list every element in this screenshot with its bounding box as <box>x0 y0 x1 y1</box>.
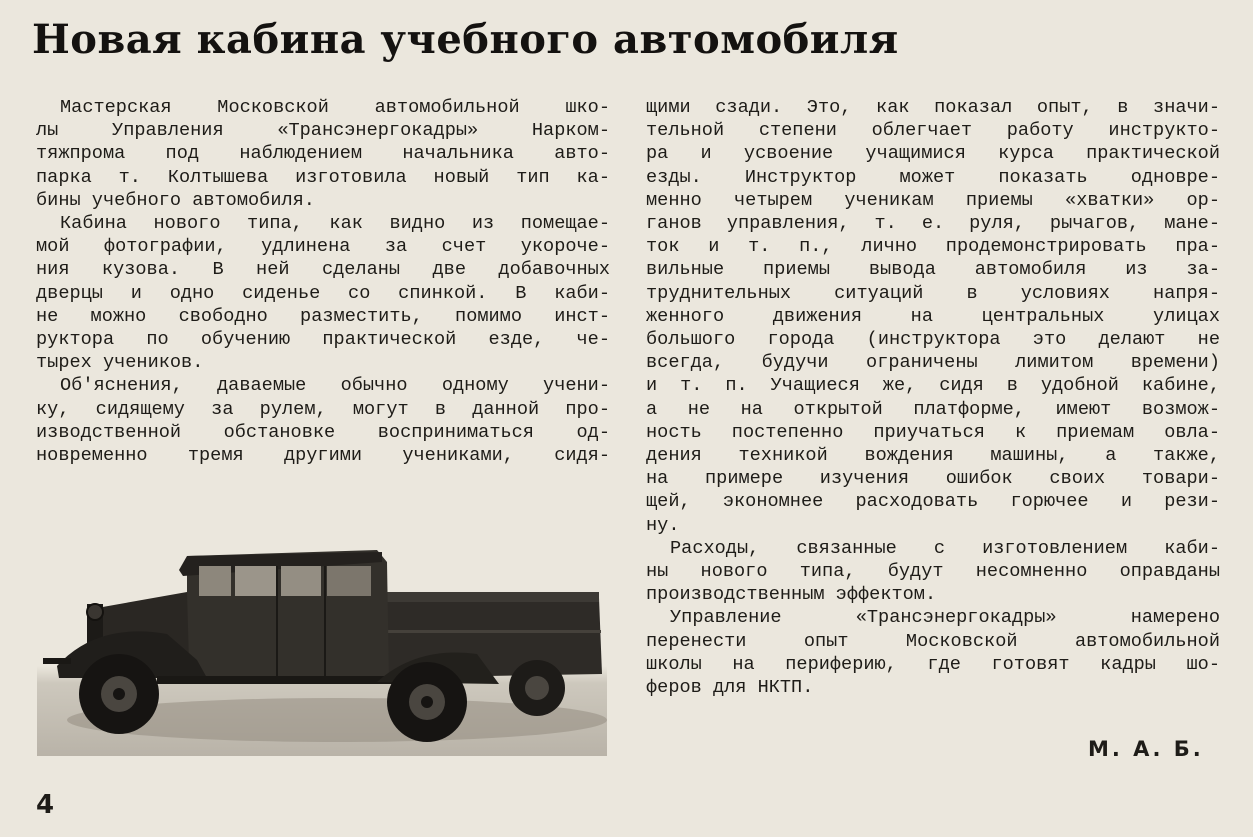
text-line: Кабина нового типа, как видно из помещае- <box>60 213 610 235</box>
text-line: щей, экономнее расходовать горючее и рези- <box>646 491 1220 513</box>
article-title: Новая кабина учебного автомобиля <box>32 16 899 63</box>
text-line: щими сзади. Это, как показал опыт, в значи- <box>646 97 1220 118</box>
text-line: женного движения на центральных улицах <box>646 305 1220 327</box>
text-line: ра и усвоение учащимися курса практической <box>646 143 1220 165</box>
text-line: бины учебного автомобиля. <box>36 189 315 211</box>
text-line: вильные приемы вывода автомобиля из за- <box>646 259 1220 281</box>
left-column-text <box>36 96 610 467</box>
text-line: тяжпрома под наблюдением начальника авто- <box>36 143 610 165</box>
page-number: 4 <box>36 790 55 820</box>
text-line: а не на открытой платформе, имеют возмож- <box>646 398 1220 420</box>
text-line: феров для НКТП. <box>646 677 814 699</box>
text-line: перенести опыт Московской автомобильной <box>646 630 1220 652</box>
text-line: новременно тремя другими учениками, сидя- <box>36 445 610 467</box>
text-line: менно четырем ученикам приемы «хватки» ор- <box>646 189 1220 211</box>
text-line: Управление «Трансэнергокадры» намерено <box>670 607 1220 629</box>
text-line: ны нового типа, будут несомненно оправданы <box>646 561 1220 583</box>
text-line: ну. <box>646 514 680 536</box>
text-line: дения техникой вождения машины, а также, <box>646 445 1220 467</box>
text-line: всегда, будучи ограничены лимитом времени) <box>646 352 1220 374</box>
text-line: труднительных ситуаций в условиях напря- <box>646 282 1220 304</box>
text-line: и т. п. Учащиеся же, сидя в удобной кабине, <box>646 375 1220 397</box>
text-line: ния кузова. В ней сделаны две добавочных <box>36 259 610 281</box>
text-line: тырех учеников. <box>36 352 204 374</box>
truck-photo <box>37 542 607 756</box>
right-column-text <box>646 96 1220 699</box>
text-line: ток и т. п., лично продемонстрировать пра- <box>646 236 1220 258</box>
text-line: мой фотографии, удлинена за счет укороче- <box>36 236 610 258</box>
text-line: ку, сидящему за рулем, могут в данной про- <box>36 398 610 420</box>
text-line: Об'яснения, даваемые обычно одному учени- <box>60 375 610 397</box>
text-line: езды. Инструктор может показать одновре- <box>646 166 1220 188</box>
text-line: ганов управления, т. е. руля, рычагов, мане- <box>646 213 1220 235</box>
text-line: парка т. Колтышева изготовила новый тип ка- <box>36 166 610 188</box>
text-line: производственным эффектом. <box>646 584 937 606</box>
text-line: Мастерская Московской автомобильной шко- <box>60 97 610 118</box>
text-line: школы на периферию, где готовят кадры шо- <box>646 653 1220 675</box>
text-line: изводственной обстановке восприниматься од- <box>36 421 610 443</box>
text-line: тельной степени облегчает работу инструкто- <box>646 120 1220 142</box>
text-line: большого города (инструктора это делают не <box>646 329 1220 351</box>
text-line: дверцы и одно сиденье со спинкой. В каби- <box>36 282 610 304</box>
text-line: лы Управления «Трансэнергокадры» Нарком- <box>36 120 610 142</box>
text-line: ность постепенно приучаться к приемам овла- <box>646 421 1220 443</box>
text-line: на примере изучения ошибок своих товари- <box>646 468 1220 490</box>
author-signature: М. А. Б. <box>1088 737 1204 761</box>
text-line: не можно свободно разместить, помимо инст- <box>36 305 610 327</box>
text-line: руктора по обучению практической езде, че- <box>36 329 610 351</box>
truck-illustration <box>37 542 607 756</box>
text-line: Расходы, связанные с изготовлением каби- <box>670 537 1220 559</box>
